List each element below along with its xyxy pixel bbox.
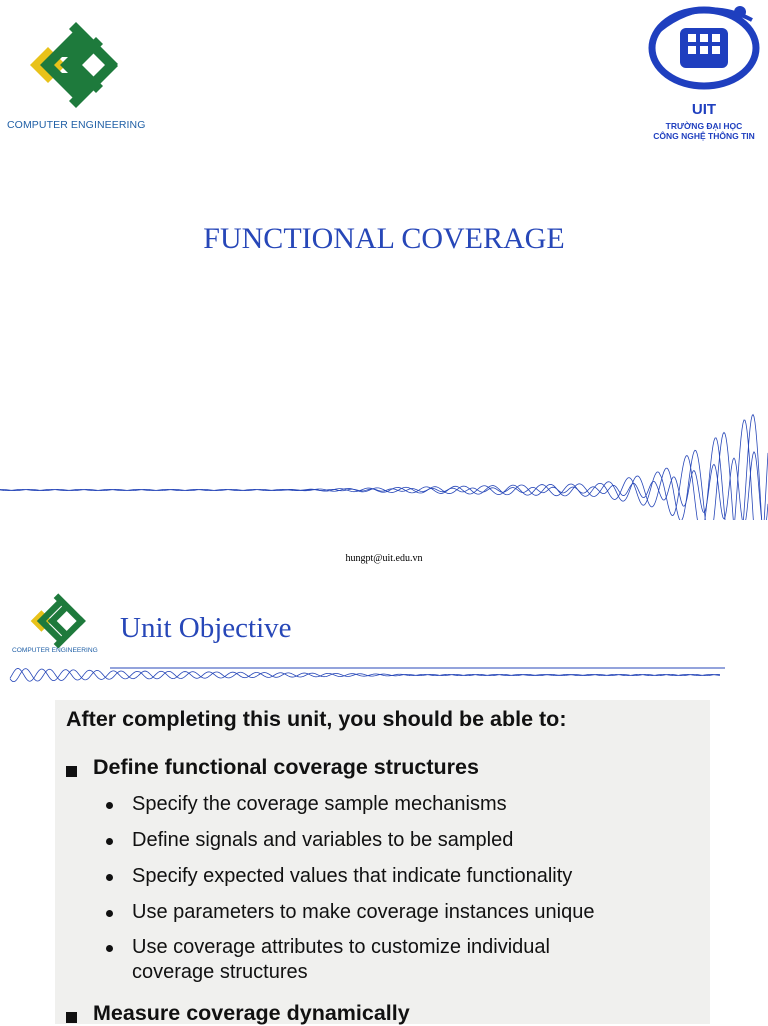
slide-title: FUNCTIONAL COVERAGE: [203, 222, 565, 255]
sub-bullet-text: Specify expected values that indicate functionality: [132, 865, 573, 887]
bullet-text: Define functional coverage structures: [93, 755, 479, 779]
square-bullet-icon: [66, 766, 77, 777]
sub-bullet-text: Use parameters to make coverage instances unique: [132, 901, 595, 923]
round-bullet-icon: [106, 945, 113, 952]
sub-bullet-text-continued: coverage structures: [132, 961, 308, 983]
square-bullet-icon: [66, 1012, 77, 1023]
uit-name-line2: CÔNG NGHỆ THÔNG TIN: [653, 131, 755, 141]
round-bullet-icon: [106, 838, 113, 845]
uit-abbr: UIT: [691, 101, 717, 118]
round-bullet-icon: [106, 874, 113, 881]
sub-bullet-text: Use coverage attributes to customize individual: [132, 936, 550, 958]
contact-email: hungpt@uit.edu.vn: [345, 553, 423, 564]
intro-text: After completing this unit, you should be able to:: [66, 707, 567, 731]
bullet-text: Measure coverage dynamically: [93, 1001, 410, 1025]
round-bullet-icon: [106, 910, 113, 917]
uit-name-line1: TRƯỜNG ĐẠI HỌC: [665, 121, 743, 131]
round-bullet-icon: [106, 802, 113, 809]
waveform-decoration: [0, 390, 768, 520]
logo-caption: COMPUTER ENGINEERING: [7, 119, 146, 131]
sub-bullet-text: Specify the coverage sample mechanisms: [132, 793, 507, 815]
sub-bullet-text: Define signals and variables to be sampled: [132, 829, 514, 851]
logo-caption-small: COMPUTER ENGINEERING: [12, 647, 98, 654]
waveform-decoration: [0, 655, 768, 695]
slide-title: Unit Objective: [120, 612, 292, 644]
